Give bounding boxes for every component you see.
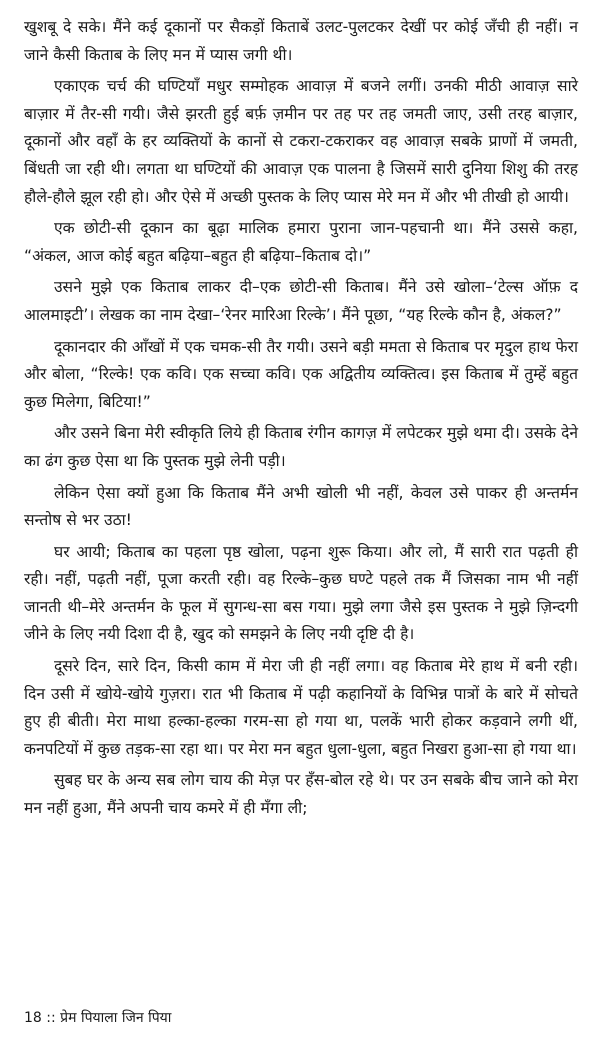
body-text (24, 14, 578, 827)
paragraph-1: खुशबू दे सके। मैंने कई दूकानों पर सैकड़ों किताबें उलट-पुलटकर देखीं पर कोई जँची ही नहीं। न जाने कैसी किताब के लिए मन में प्यास जगी थी। (24, 18, 578, 64)
paragraph-3: एक छोटी-सी दूकान का बूढ़ा मालिक हमारा पुराना जान-पहचानी था। मैंने उससे कहा, “अंकल, आज कोई बहुत बढ़िया–बहुत ही बढ़िया–किताब दो।” (24, 219, 578, 265)
paragraph-9: दूसरे दिन, सारे दिन, किसी काम में मेरा जी ही नहीं लगा। वह किताब मेरे हाथ में बनी रही। दिन उसी में खोये-खोये गुज़रा। रात भी किताब में पढ़ी कहानियों के विभिन्न पात्रों के बारे में सोचते हुए ही बीती। मेरा माथा हल्का-हल्का गरम-सा हो गया था, पलकें भारी होकर कड़वाने लगी थीं, कनपटियों में कुछ तड़क-सा रहा था। पर मेरा मन बहुत धुला-धुला, बहुत निखरा हुआ-सा हो गया था। (24, 657, 578, 758)
page-number: 18 (24, 1010, 42, 1026)
page-footer (24, 1008, 171, 1028)
paragraph-7: लेकिन ऐसा क्यों हुआ कि किताब मैंने अभी खोली भी नहीं, केवल उसे पाकर ही अन्तर्मन सन्तोष से भर उठा! (24, 483, 578, 530)
paragraph-10: सुबह घर के अन्य सब लोग चाय की मेज़ पर हँस-बोल रहे थे। पर उन सबके बीच जाने को मेरा मन नहीं हुआ, मैंने अपनी चाय कमरे में ही मँगा ली; (24, 771, 578, 818)
paragraph-2: एकाएक चर्च की घण्टियाँ मधुर सम्मोहक आवाज़ में बजने लगीं। उनकी मीठी आवाज़ सारे बाज़ार में तैर-सी गयी। जैसे झरती हुई बर्फ़ ज़मीन पर तह पर तह जमती जाए, उसी तरह बाज़ार, दूकानों और वहाँ के हर व्यक्तियों के कानों से टकरा-टकराकर वह आवाज़ सबके प्राणों में जमती, बिंधती जा रही थी। लगता था घण्टियों की आवाज़ एक पालना है जिसमें सारी दुनिया शिशु की तरह हौले-हौले झूल रही हो। और ऐसे में अच्छी पुस्तक के लिए प्यास मेरे मन में और भी तीखी हो आयी। (24, 77, 578, 206)
paragraph-4: उसने मुझे एक किताब लाकर दी–एक छोटी-सी किताब। मैंने उसे खोला–‘टेल्स ऑफ़ द आलमाइटी’। लेखक का नाम देखा–‘रेनर मारिआ रिल्के’। मैंने पूछा, “यह रिल्के कौन है, अंकल?” (24, 278, 578, 324)
footer-separator: :: (46, 1010, 56, 1026)
book-title: प्रेम पियाला जिन पिया (60, 1010, 172, 1026)
paragraph-6: और उसने बिना मेरी स्वीकृति लिये ही किताब रंगीन कागज़ में लपेटकर मुझे थमा दी। उसके देने का ढंग कुछ ऐसा था कि पुस्तक मुझे लेनी पड़ी। (24, 424, 578, 470)
paragraph-5: दूकानदार की आँखों में एक चमक-सी तैर गयी। उसने बड़ी ममता से किताब पर मृदुल हाथ फेरा और बोला, “रिल्के! एक कवि। एक सच्चा कवि। एक अद्वितीय व्यक्तित्व। इस किताब में तुम्हें बहुत कुछ मिलेगा, बिटिया!” (24, 337, 578, 411)
paragraph-8: घर आयी; किताब का पहला पृष्ठ खोला, पढ़ना शुरू किया। और लो, मैं सारी रात पढ़ती ही रही। नहीं, पढ़ती नहीं, पूजा करती रही। वह रिल्के–कुछ घण्टे पहले तक मैं जिसका नाम भी नहीं जानती थी–मेरे अन्तर्मन के फूल में सुगन्ध-सा बस गया। मुझे लगा जैसे इस पुस्तक ने मुझे ज़िन्दगी जीने के लिए नयी दिशा दी है, खुद को समझने के लिए नयी दृष्टि दी है। (24, 542, 578, 644)
